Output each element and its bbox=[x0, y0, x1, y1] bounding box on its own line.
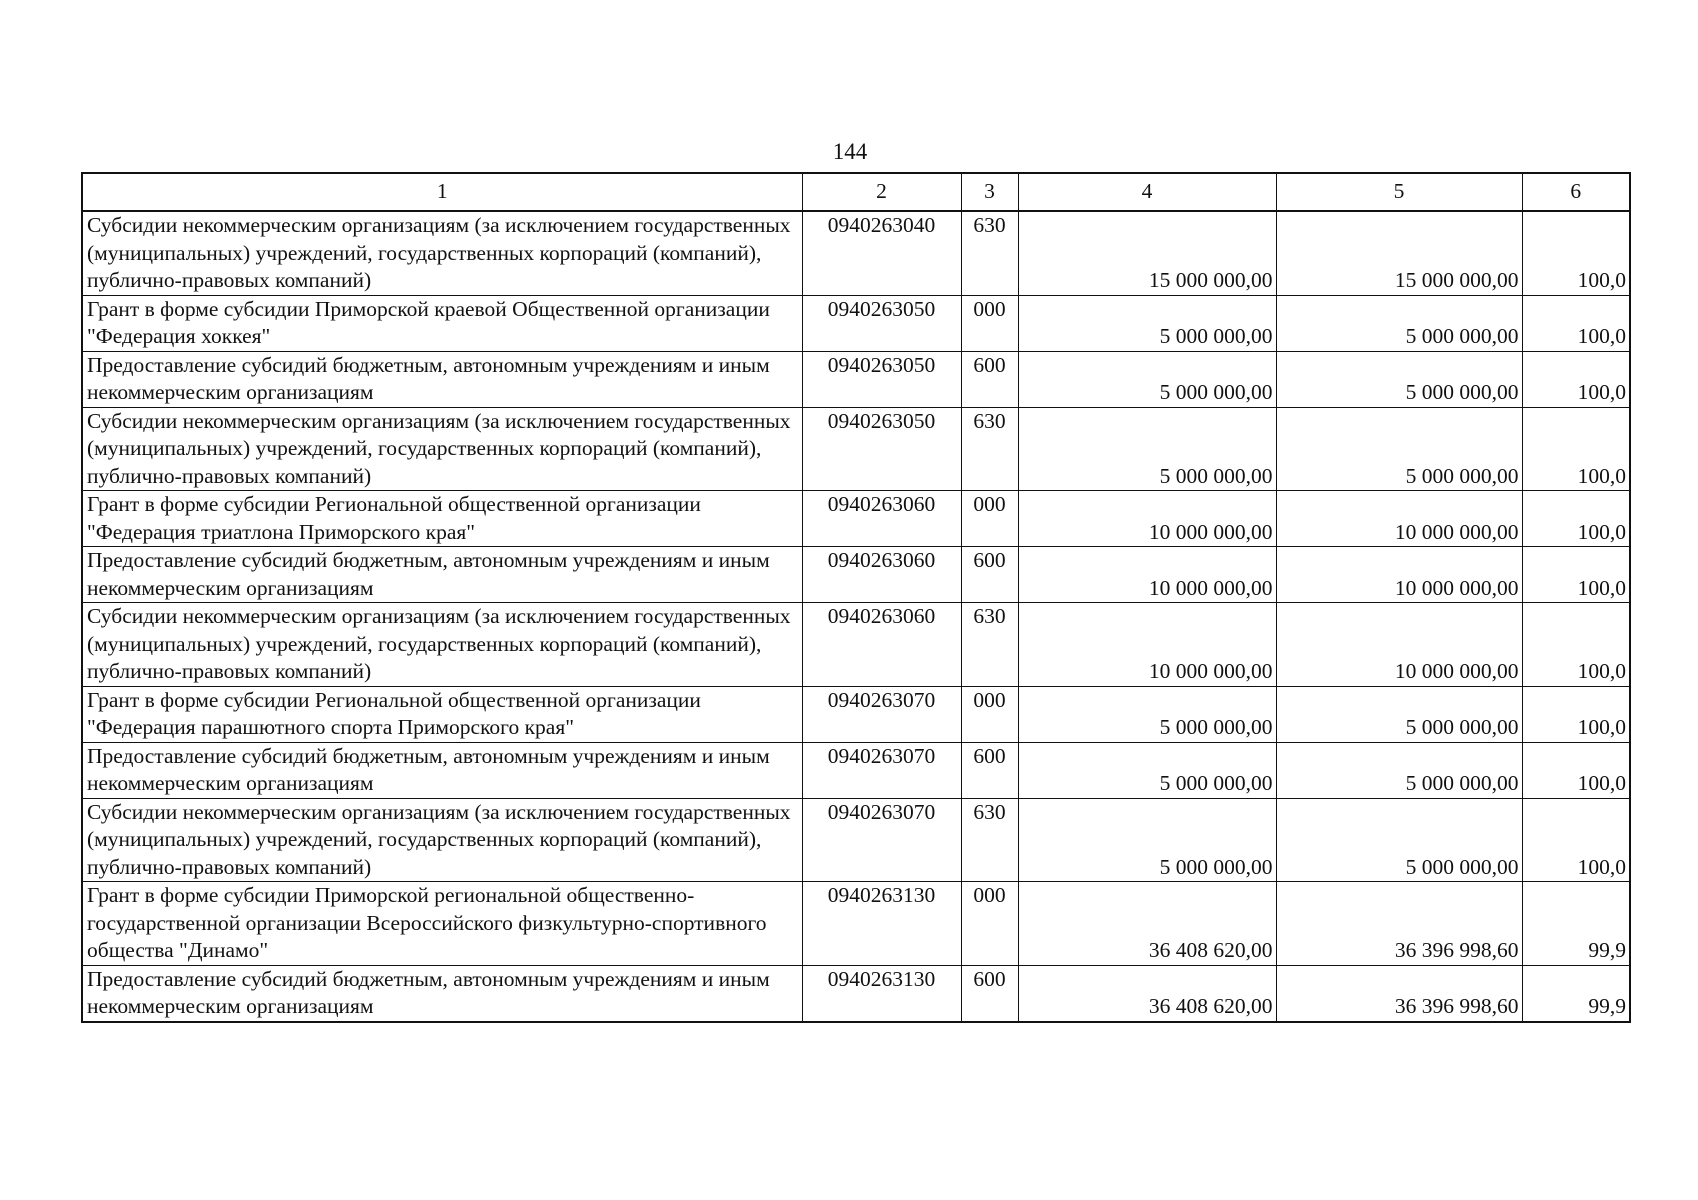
row-executed: 10 000 000,00 bbox=[1276, 547, 1522, 603]
row-executed: 5 000 000,00 bbox=[1276, 407, 1522, 491]
row-name: Субсидии некоммерческим организациям (за исключением государственных (муниципальных) учреждений, государственных корпораций (компаний), публично-правовых компаний) bbox=[82, 211, 802, 295]
table-body bbox=[82, 211, 1630, 1022]
row-percent: 99,9 bbox=[1522, 965, 1630, 1022]
row-code: 0940263040 bbox=[802, 211, 961, 295]
table-row bbox=[82, 547, 1630, 603]
row-kind: 630 bbox=[961, 603, 1018, 687]
row-kind: 000 bbox=[961, 882, 1018, 966]
row-executed: 10 000 000,00 bbox=[1276, 491, 1522, 547]
row-kind: 600 bbox=[961, 547, 1018, 603]
row-planned: 15 000 000,00 bbox=[1018, 211, 1276, 295]
column-header-4: 4 bbox=[1018, 173, 1276, 211]
table-row bbox=[82, 351, 1630, 407]
row-code: 0940263060 bbox=[802, 547, 961, 603]
row-planned: 5 000 000,00 bbox=[1018, 686, 1276, 742]
row-executed: 5 000 000,00 bbox=[1276, 686, 1522, 742]
table-row bbox=[82, 491, 1630, 547]
row-kind: 000 bbox=[961, 686, 1018, 742]
column-header-5: 5 bbox=[1276, 173, 1522, 211]
row-planned: 5 000 000,00 bbox=[1018, 295, 1276, 351]
row-executed: 5 000 000,00 bbox=[1276, 295, 1522, 351]
row-executed: 5 000 000,00 bbox=[1276, 351, 1522, 407]
row-planned: 5 000 000,00 bbox=[1018, 798, 1276, 882]
row-kind: 600 bbox=[961, 351, 1018, 407]
row-name: Предоставление субсидий бюджетным, автономным учреждениям и иным некоммерческим организациям bbox=[82, 351, 802, 407]
row-code: 0940263050 bbox=[802, 407, 961, 491]
column-header-3: 3 bbox=[961, 173, 1018, 211]
row-percent: 100,0 bbox=[1522, 798, 1630, 882]
row-code: 0940263130 bbox=[802, 882, 961, 966]
row-planned: 36 408 620,00 bbox=[1018, 882, 1276, 966]
row-percent: 100,0 bbox=[1522, 603, 1630, 687]
row-kind: 600 bbox=[961, 742, 1018, 798]
row-name: Грант в форме субсидии Региональной общественной организации "Федерация триатлона Приморского края" bbox=[82, 491, 802, 547]
budget-table bbox=[81, 172, 1631, 1023]
row-code: 0940263060 bbox=[802, 603, 961, 687]
row-name: Предоставление субсидий бюджетным, автономным учреждениям и иным некоммерческим организациям bbox=[82, 742, 802, 798]
column-header-1: 1 bbox=[82, 173, 802, 211]
row-percent: 100,0 bbox=[1522, 686, 1630, 742]
row-executed: 5 000 000,00 bbox=[1276, 742, 1522, 798]
row-name: Грант в форме субсидии Приморской региональной общественно-государственной организации Всероссийского физкультурно-спортивного общества "Динамо" bbox=[82, 882, 802, 966]
row-planned: 5 000 000,00 bbox=[1018, 407, 1276, 491]
row-kind: 000 bbox=[961, 491, 1018, 547]
row-executed: 36 396 998,60 bbox=[1276, 882, 1522, 966]
row-code: 0940263060 bbox=[802, 491, 961, 547]
row-name: Субсидии некоммерческим организациям (за исключением государственных (муниципальных) учреждений, государственных корпораций (компаний), публично-правовых компаний) bbox=[82, 407, 802, 491]
row-percent: 99,9 bbox=[1522, 882, 1630, 966]
row-percent: 100,0 bbox=[1522, 547, 1630, 603]
row-planned: 10 000 000,00 bbox=[1018, 547, 1276, 603]
header-row bbox=[82, 173, 1630, 211]
row-kind: 630 bbox=[961, 407, 1018, 491]
table-row bbox=[82, 603, 1630, 687]
row-percent: 100,0 bbox=[1522, 407, 1630, 491]
row-percent: 100,0 bbox=[1522, 295, 1630, 351]
column-header-6: 6 bbox=[1522, 173, 1630, 211]
table-header bbox=[82, 173, 1630, 211]
row-name: Субсидии некоммерческим организациям (за исключением государственных (муниципальных) учреждений, государственных корпораций (компаний), публично-правовых компаний) bbox=[82, 798, 802, 882]
row-percent: 100,0 bbox=[1522, 211, 1630, 295]
row-percent: 100,0 bbox=[1522, 742, 1630, 798]
row-kind: 000 bbox=[961, 295, 1018, 351]
row-code: 0940263050 bbox=[802, 351, 961, 407]
row-percent: 100,0 bbox=[1522, 351, 1630, 407]
table-row bbox=[82, 742, 1630, 798]
row-planned: 5 000 000,00 bbox=[1018, 742, 1276, 798]
row-code: 0940263070 bbox=[802, 686, 961, 742]
table-row bbox=[82, 211, 1630, 295]
row-code: 0940263070 bbox=[802, 742, 961, 798]
table-row bbox=[82, 882, 1630, 966]
column-header-2: 2 bbox=[802, 173, 961, 211]
row-kind: 630 bbox=[961, 798, 1018, 882]
row-name: Предоставление субсидий бюджетным, автономным учреждениям и иным некоммерческим организациям bbox=[82, 965, 802, 1022]
row-code: 0940263130 bbox=[802, 965, 961, 1022]
row-executed: 36 396 998,60 bbox=[1276, 965, 1522, 1022]
row-name: Предоставление субсидий бюджетным, автономным учреждениям и иным некоммерческим организациям bbox=[82, 547, 802, 603]
row-executed: 5 000 000,00 bbox=[1276, 798, 1522, 882]
table-row bbox=[82, 686, 1630, 742]
table-row bbox=[82, 965, 1630, 1022]
row-executed: 10 000 000,00 bbox=[1276, 603, 1522, 687]
table-row bbox=[82, 295, 1630, 351]
row-planned: 36 408 620,00 bbox=[1018, 965, 1276, 1022]
page-number: 144 bbox=[832, 139, 868, 164]
row-code: 0940263050 bbox=[802, 295, 961, 351]
row-planned: 10 000 000,00 bbox=[1018, 603, 1276, 687]
table-row bbox=[82, 407, 1630, 491]
row-name: Субсидии некоммерческим организациям (за исключением государственных (муниципальных) учреждений, государственных корпораций (компаний), публично-правовых компаний) bbox=[82, 603, 802, 687]
row-code: 0940263070 bbox=[802, 798, 961, 882]
row-name: Грант в форме субсидии Приморской краевой Общественной организации "Федерация хоккея" bbox=[82, 295, 802, 351]
row-name: Грант в форме субсидии Региональной общественной организации "Федерация парашютного спорта Приморского края" bbox=[82, 686, 802, 742]
table-row bbox=[82, 798, 1630, 882]
row-planned: 10 000 000,00 bbox=[1018, 491, 1276, 547]
row-kind: 630 bbox=[961, 211, 1018, 295]
row-planned: 5 000 000,00 bbox=[1018, 351, 1276, 407]
row-kind: 600 bbox=[961, 965, 1018, 1022]
row-executed: 15 000 000,00 bbox=[1276, 211, 1522, 295]
row-percent: 100,0 bbox=[1522, 491, 1630, 547]
